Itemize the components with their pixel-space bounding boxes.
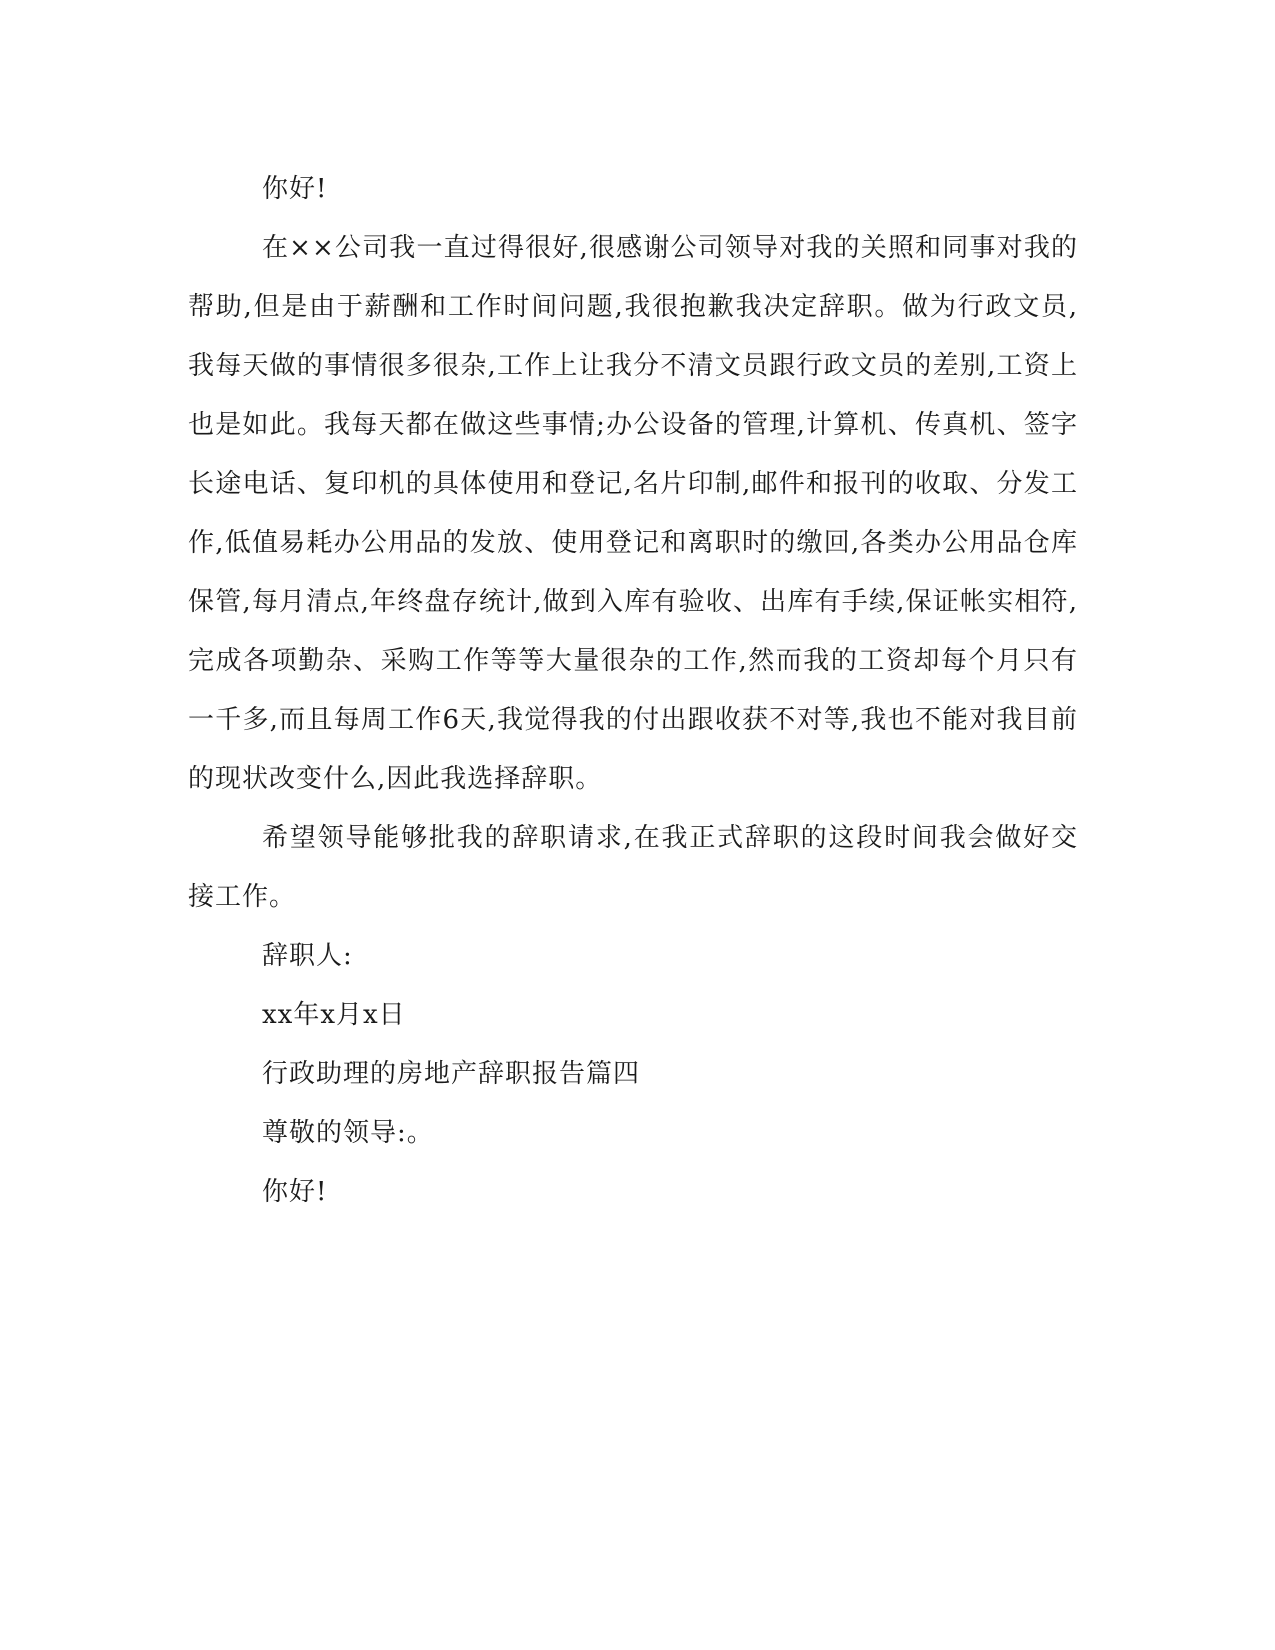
body-paragraph: 在××公司我一直过得很好,很感谢公司领导对我的关照和同事对我的帮助,但是由于薪酬和工作时间问题,我很抱歉我决定辞职。做为行政文员,我每天做的事情很多很杂,工作上让我分不清文员跟行政文员的差别,工资上也是如此。我每天都在做这些事情;办公设备的管理,计算机、传真机、签字长途电话、复印机的具体使用和登记,名片印制,邮件和报刊的收取、分发工作,低值易耗办公用品的发放、使用登记和离职时的缴回,各类办公用品仓库保管,每月清点,年终盘存统计,做到入库有验收、出库有手续,保证帐实相符,完成各项勤杂、采购工作等等大量很杂的工作,然而我的工资却每个月只有一千多,而且每周工作6天,我觉得我的付出跟收获不对等,我也不能对我目前的现状改变什么,因此我选择辞职。 bbox=[188, 233, 1078, 794]
document-body bbox=[188, 160, 1078, 1222]
date-line: xx年x月x日 bbox=[262, 1000, 406, 1030]
signer-label: 辞职人: bbox=[262, 941, 353, 971]
closing-paragraph: 希望领导能够批我的辞职请求,在我正式辞职的这段时间我会做好交接工作。 bbox=[188, 823, 1078, 912]
greeting-text-2: 你好! bbox=[262, 1177, 328, 1207]
salutation-text: 尊敬的领导:。 bbox=[262, 1118, 434, 1148]
greeting-text: 你好! bbox=[262, 174, 328, 204]
section-title: 行政助理的房地产辞职报告篇四 bbox=[262, 1059, 641, 1089]
